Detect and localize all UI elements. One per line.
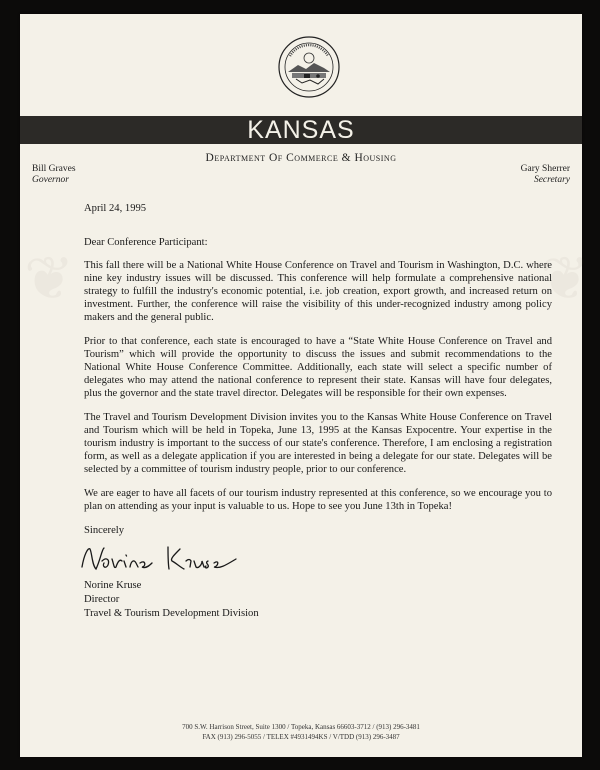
governor-name: Bill Graves bbox=[32, 164, 76, 174]
watermark-decoration: ❦ bbox=[540, 246, 591, 312]
letter-date: April 24, 1995 bbox=[84, 203, 147, 214]
department-name: Department Of Commerce & Housing bbox=[205, 152, 397, 164]
signer-title: Director bbox=[84, 594, 120, 605]
governor-block bbox=[32, 164, 76, 186]
letter-page bbox=[20, 14, 591, 757]
letterhead-footer bbox=[20, 722, 582, 742]
handwritten-signature bbox=[76, 539, 256, 575]
secretary-block bbox=[521, 164, 570, 186]
closing: Sincerely bbox=[84, 525, 125, 536]
state-seal-icon bbox=[278, 36, 340, 98]
paragraph: Prior to that conference, each state is encouraged to have a “State White House Conference on Travel and Tourism” which will provide the opportunity to discuss the issues and submit recommendations to the National White House Conference Committee. Additionally, each state will select a specific number of delegates who may attend the national conference to represent their state. Kansas will have four delegates, plus the governor and the state travel director. Delegates will be responsible for their own expenses. bbox=[84, 336, 552, 399]
secretary-name: Gary Sherrer bbox=[520, 164, 570, 174]
governor-title: Governor bbox=[32, 175, 69, 185]
signer-name: Norine Kruse bbox=[84, 580, 142, 591]
secretary-title: Secretary bbox=[533, 175, 570, 185]
watermark-decoration: ❦ bbox=[24, 246, 75, 312]
footer-contact: FAX (913) 296-5055 / TELEX #4931494KS / V/TDD (913) 296-3487 bbox=[202, 733, 400, 741]
state-banner: KANSAS bbox=[20, 116, 582, 144]
paragraph: This fall there will be a National White House Conference on Travel and Tourism in Washington, D.C. where nine key industry issues will be discussed. This conference will help formulate a comprehensive national strategy to fulfill the industry's economic potential, i.e. job creation, export growth, and increased return on investment. Further, the conference will raise the visibility of this under-recognized industry among policy makers and the general public. bbox=[84, 260, 552, 323]
paragraph: The Travel and Tourism Development Division invites you to the Kansas White House Conference on Travel and Tourism which will be held in Topeka, June 13, 1995 at the Kansas Expocentre. Your expertise in the tourism industry is important to the success of our state's conference. Therefore, I am enclosing a registration form, as well as a delegate application if you are interested in being a delegate for our state. Delegates will be selected by a committee of tourism industry people, prior to our conference. bbox=[84, 412, 552, 475]
paragraph: We are eager to have all facets of our tourism industry represented at this conference, so we encourage you to plan on attending as your input is valuable to us. Hope to see you June 13th in Topeka! bbox=[84, 488, 552, 512]
letter-body bbox=[84, 202, 552, 621]
footer-address: 700 S.W. Harrison Street, Suite 1300 / Topeka, Kansas 66603-3712 / (913) 296-3481 bbox=[182, 723, 420, 731]
signer-division: Travel & Tourism Development Division bbox=[84, 608, 259, 619]
salutation: Dear Conference Participant: bbox=[84, 237, 208, 248]
